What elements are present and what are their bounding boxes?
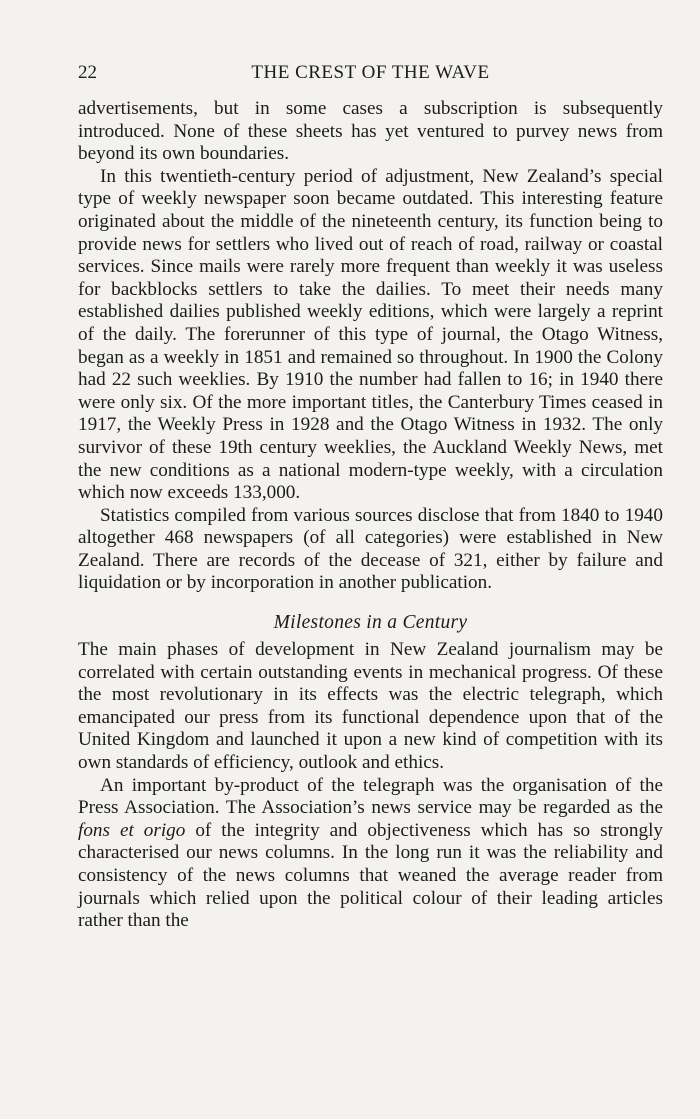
paragraph-press-association-text-2: of the integrity and objectiveness which has so strongly characterised our news columns. In the long run it was the reliability and consistency of the news columns that weaned the average reader from journals which relied upon the political colour of their leading articles rather than the (78, 819, 663, 932)
section-heading: Milestones in a Century (273, 612, 468, 634)
italic-latin-phrase: fons et origo (78, 819, 186, 841)
paragraph-press-association (78, 775, 663, 933)
paragraph-telegraph: The main phases of development in New Zealand journalism may be correlated with certain outstanding events in mechanical progress. Of these the most revolutionary in its effects was the electric telegraph, which emancipated our press from its functional dependence upon that of the United Kingdom and launched it upon a new kind of competition with its own standards of efficiency, outlook and ethics. (78, 639, 663, 774)
paragraph-press-association-text-1: An important by-product of the telegraph was the organisation of the Press Association. The Association’s news service may be regarded as the (78, 774, 663, 819)
book-page (78, 58, 663, 933)
paragraph-statistics: Statistics compiled from various sources disclose that from 1840 to 1940 altogether 468 newspapers (of all categories) were established in New Zealand. There are records of the decease of 321, either by failure and liquidation or by incorporation in another publication. (78, 504, 663, 594)
paragraph-continuation: advertisements, but in some cases a subscription is subsequently introduced. None of these sheets has yet ventured to purvey news from beyond its own boundaries. (78, 98, 663, 165)
running-head (78, 58, 663, 88)
page-number: 22 (78, 62, 97, 83)
paragraph-weekly-newspapers: In this twentieth-century period of adjustment, New Zealand’s special type of weekly newspaper soon became outdated. This interesting feature originated about the middle of the nineteenth century, its function being to provide news for settlers who lived out of reach of road, railway or coastal services. Since mails were rarely more frequent than weekly it was useless for backblocks settlers to take the dailies. To meet their needs many established dailies published weekly editions, which were largely a reprint of the daily. The forerunner of this type of journal, the Otago Witness, began as a weekly in 1851 and remained so throughout. In 1900 the Colony had 22 such weeklies. By 1910 the number had fallen to 16; in 1940 there were only six. Of the more important titles, the Canterbury Times ceased in 1917, the Weekly Press in 1928 and the Otago Witness in 1932. The only survivor of these 19th century weeklies, the Auckland Weekly News, met the new conditions as a national modern-type weekly, with a circulation which now exceeds 133,000. (78, 165, 663, 504)
running-title: THE CREST OF THE WAVE (251, 62, 490, 83)
